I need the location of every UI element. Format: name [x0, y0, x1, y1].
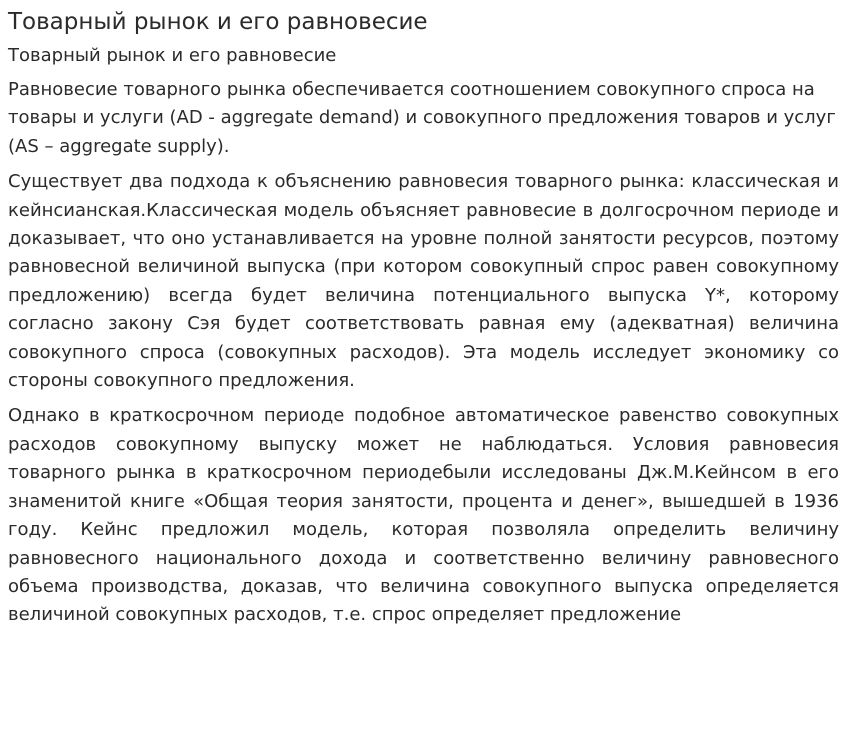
- paragraph-classical: Существует два подхода к объяснению равновесия товарного рынка: классическая и кейнсианская.Классическая модель объясняет равновесие в долгосрочном периоде и доказывает, что оно устанавливается на уровне полной занятости ресурсов, поэтому равновесной величиной выпуска (при котором совокупный спрос равен совокупному предложению) всегда будет величина потенциального выпуска Y*, которому согласно закону Сэя будет соответствовать равная ему (адекватная) величина совокупного спроса (совокупных расходов). Эта модель исследует экономику со стороны совокупного предложения.: [8, 171, 839, 392]
- section-subtitle: Товарный рынок и его равновесие: [8, 45, 337, 66]
- paragraph-keynesian: Однако в краткосрочном периоде подобное автоматическое равенство совокупных расходов совокупному выпуску может не наблюдаться. Условия равновесия товарного рынка в краткосрочном периодебыли исследованы Дж.М.Кейнсом в его знаменитой книге «Общая теория занятости, процента и денег», вышедшей в 1936 году. Кейнс предложил модель, которая позволяла определить величину равновесного национального дохода и соответственно величину равновесного объема производства, доказав, что величина совокупного выпуска определяется величиной совокупных расходов, т.е. спрос определяет предложение: [8, 405, 839, 626]
- page-title: Товарный рынок и его равновесие: [8, 9, 428, 35]
- paragraph-intro: Равновесие товарного рынка обеспечивается соотношением совокупного спроса на товары и услуги (AD - aggregate demand) и совокупного предложения товаров и услуг (AS – aggregate supply).: [8, 79, 836, 157]
